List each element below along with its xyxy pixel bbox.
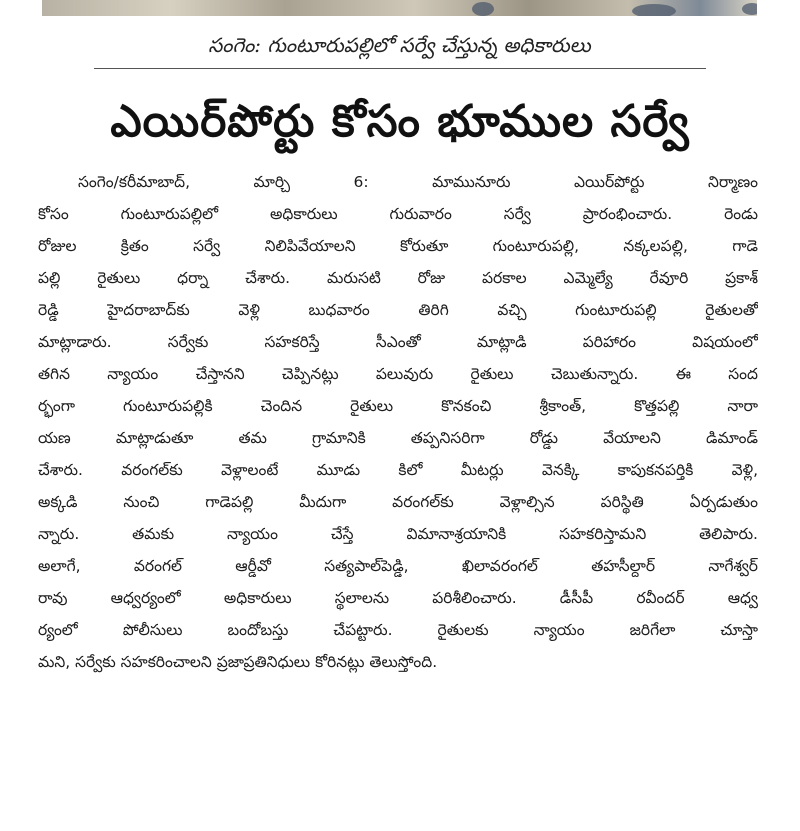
photo-detail [742, 3, 757, 15]
photo-detail [632, 4, 676, 16]
caption-divider [94, 68, 706, 69]
article-line: అక్కడి నుంచి గాడెపల్లి మీదుగా వరంగల్‌కు వెళ్లాల్సిన పరిస్థితి ఏర్పడుతుం [38, 493, 758, 511]
photo-strip [42, 0, 757, 16]
article-line: ర్భంగా గుంటూరుపల్లికి చెందిన రైతులు కొనకంచి శ్రీకాంత్, కొత్తపల్లి నారా [38, 397, 758, 415]
article-line: సంగెం/కరీమాబాద్, మార్చి 6: మామునూరు ఎయిర్‌పోర్టు నిర్మాణం [78, 173, 758, 191]
article-line: తగిన న్యాయం చేస్తానని చెప్పినట్లు పలువురు రైతులు చెబుతున్నారు. ఈ సంద [38, 365, 758, 383]
article-body [38, 166, 758, 678]
photo-caption: సంగెం: గుంటూరుపల్లిలో సర్వే చేస్తున్న అధికారులు [208, 33, 591, 57]
article-line: చేశారు. వరంగల్‌కు వెళ్లాలంటే మూడు కిలో మీటర్లు వెనక్కి కాపుకనపర్తికి వెళ్లి, [38, 461, 758, 479]
article-line: మని, సర్వేకు సహకరించాలని ప్రజాప్రతినిధులు కోరినట్లు తెలుస్తోంది. [38, 653, 438, 671]
article-line: రోజుల క్రితం సర్వే నిలిపివేయాలని కోరుతూ గుంటూరుపల్లి, నక్కలపల్లి, గాడె [38, 237, 758, 255]
article-line: యణ మాట్లాడుతూ తమ గ్రామానికి తప్పనిసరిగా రోడ్డు వేయాలని డిమాండ్ [38, 429, 758, 447]
article-line: రెడ్డి హైదరాబాద్‌కు వెళ్లి బుధవారం తిరిగి వచ్చి గుంటూరుపల్లి రైతులతో [38, 301, 758, 319]
article-line: రావు ఆధ్వర్యంలో అధికారులు స్థలాలను పరిశీలించారు. డీసీపీ రవీందర్ ఆధ్వ [38, 589, 758, 607]
photo-detail [472, 2, 494, 16]
article-line: మాట్లాడారు. సర్వేకు సహకరిస్తే సీఎంతో మాట్లాడి పరిహారం విషయంలో [38, 333, 758, 351]
article-line: అలాగే, వరంగల్ ఆర్డీవో సత్యపాల్‌పెడ్డి, ఖిలావరంగల్ తహసీల్దార్ నాగేశ్వర్ [38, 557, 758, 575]
article-line: న్నారు. తమకు న్యాయం చేస్తే విమానాశ్రయానికి సహకరిస్తామని తెలిపారు. [38, 525, 758, 543]
article-line: కోసం గుంటూరుపల్లిలో అధికారులు గురువారం సర్వే ప్రారంభించారు. రెండు [38, 205, 758, 223]
article-line: పల్లి రైతులు ధర్నా చేశారు. మరుసటి రోజు పరకాల ఎమ్మెల్యే రేవూరి ప్రకాశ్ [38, 269, 758, 287]
headline: ఎయిర్‌పోర్టు కోసం భూముల సర్వే [110, 96, 690, 147]
article-line: ర్యంలో పోలీసులు బందోబస్తు చేపట్టారు. రైతులకు న్యాయం జరిగేలా చూస్తా [38, 621, 758, 639]
